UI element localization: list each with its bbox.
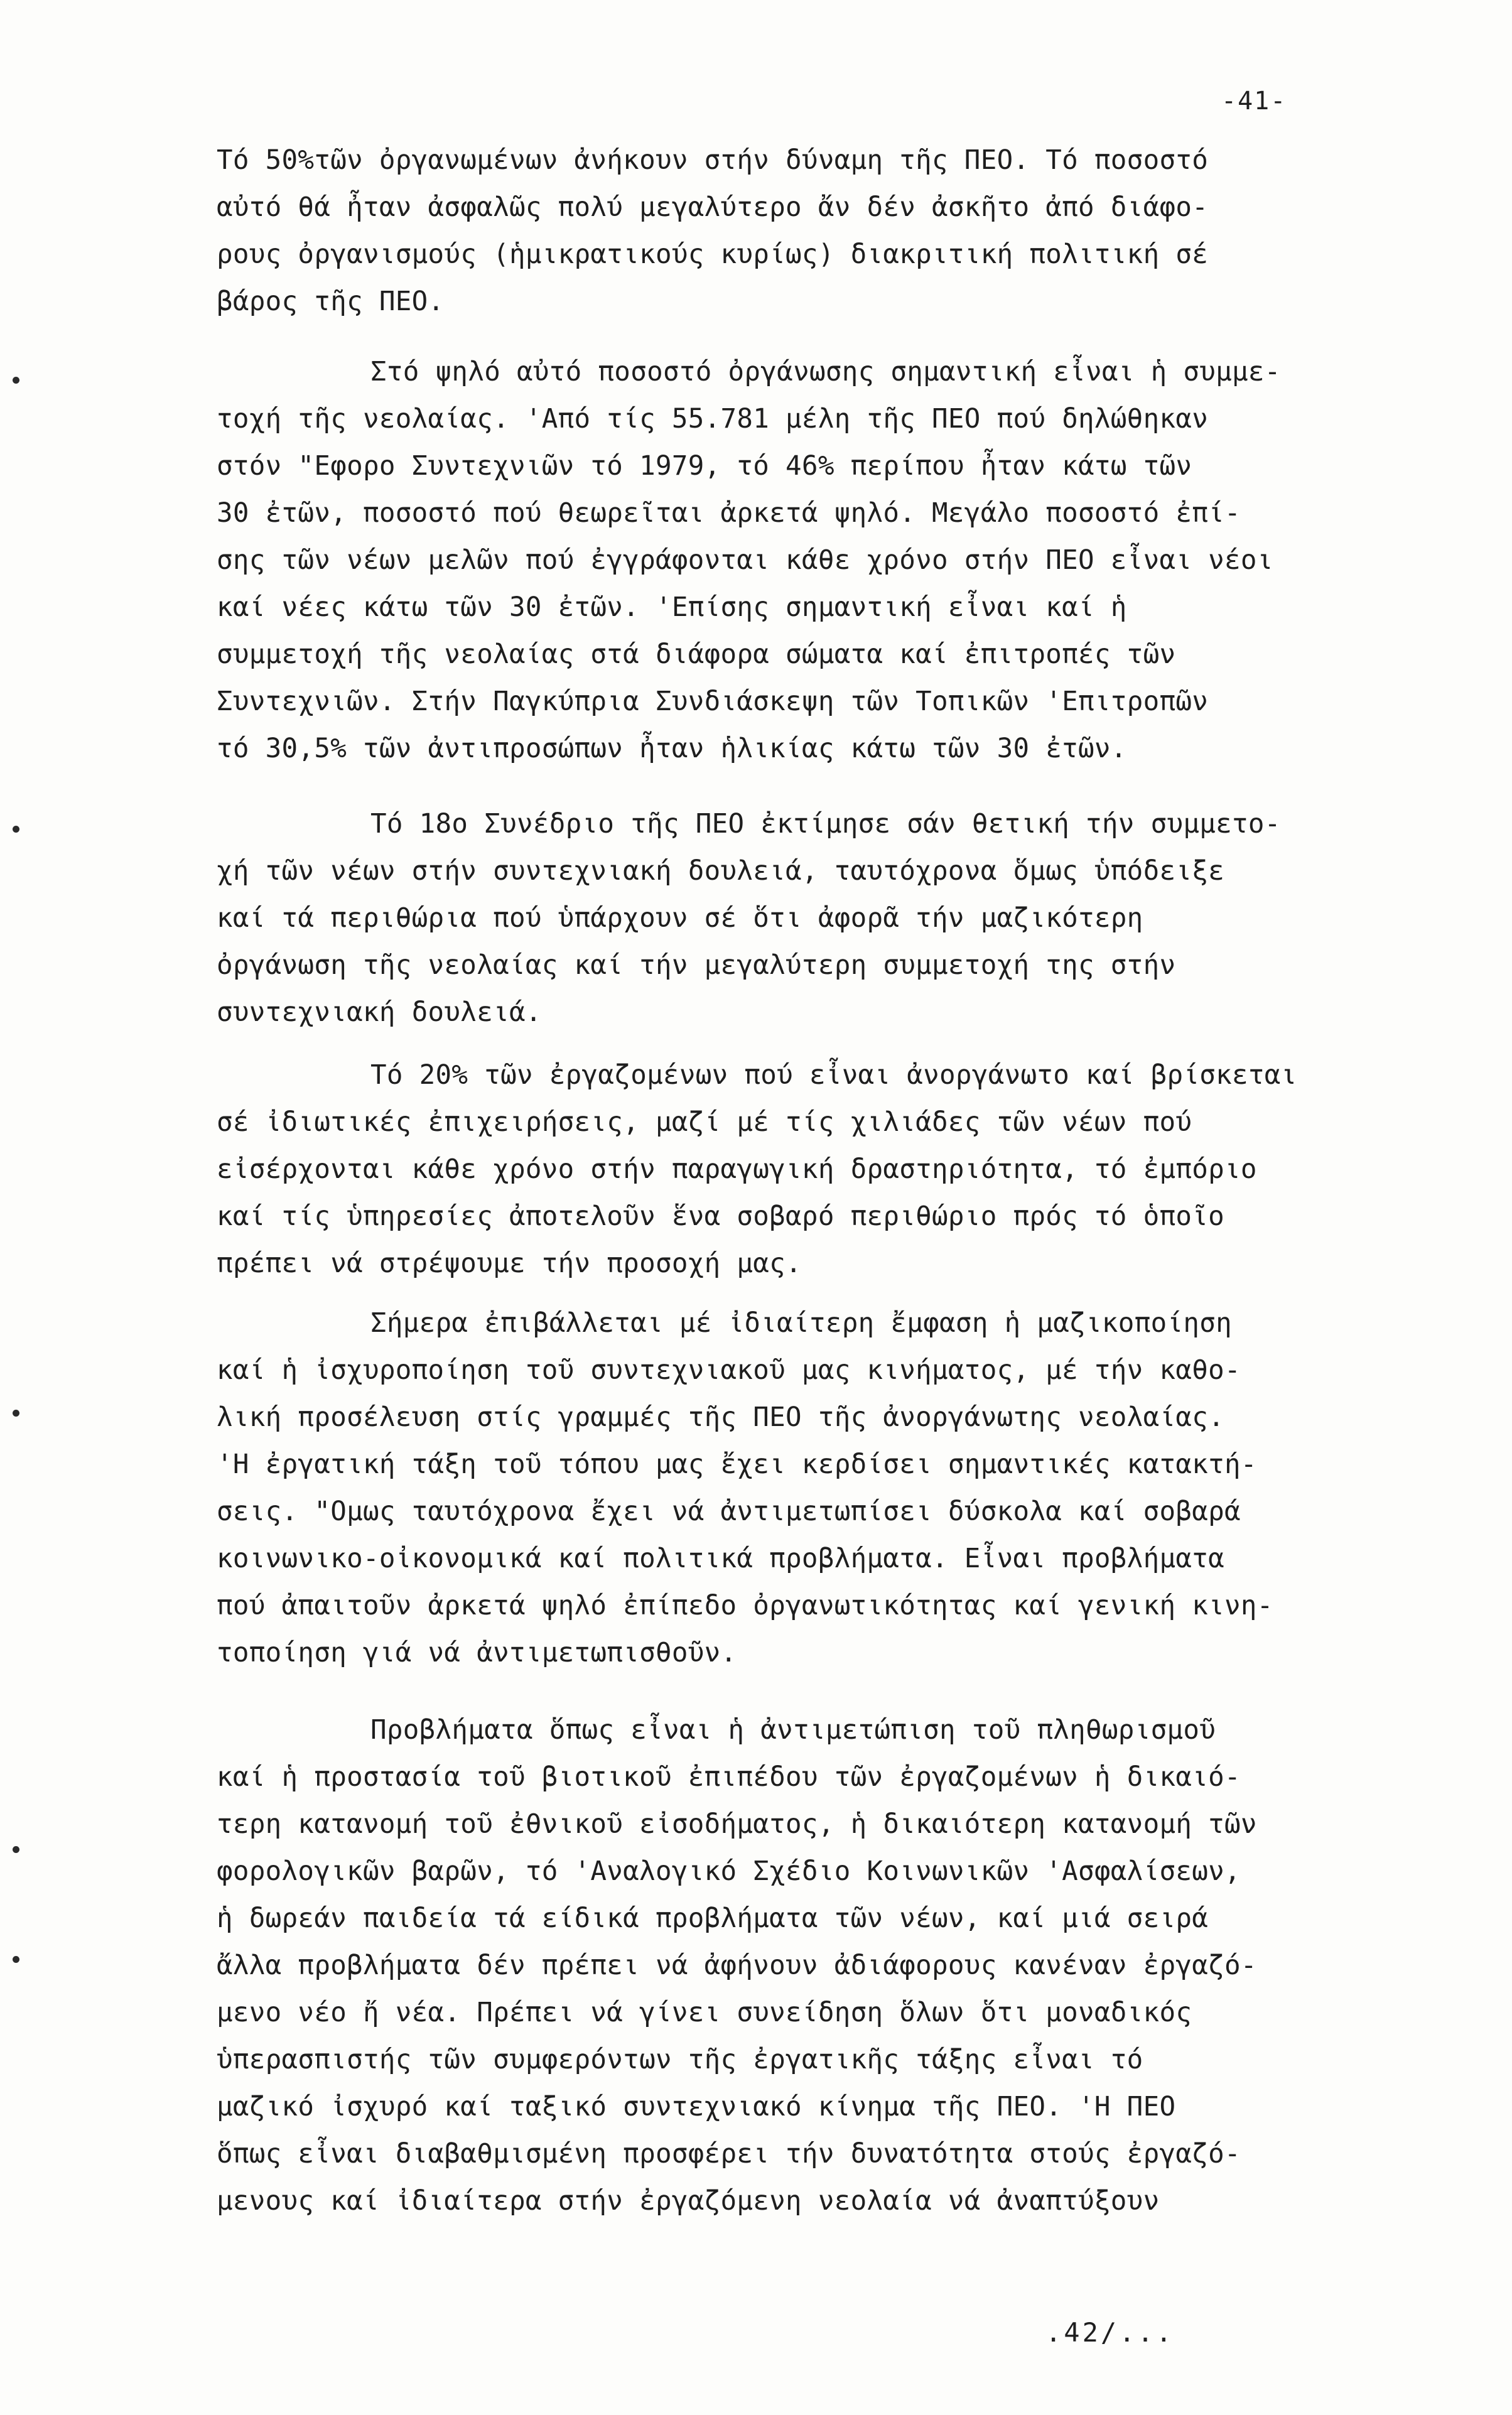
- paragraph-line: συμμετοχή τῆς νεολαίας στά διάφορα σώματα καί ἐπιτροπές τῶν: [217, 639, 1176, 670]
- paragraph-line: Σήμερα ἐπιβάλλεται μέ ἰδιαίτερη ἔμφαση ἡ μαζικοποίηση: [370, 1308, 1233, 1339]
- paragraph-line: τοχή τῆς νεολαίας. 'Από τίς 55.781 μέλη τῆς ΠΕΟ πού δηλώθηκαν: [217, 404, 1209, 435]
- paragraph-line: μενους καί ἰδιαίτερα στήν ἐργαζόμενη νεολαία νά ἀναπτύξουν: [217, 2186, 1160, 2217]
- paragraph-5: [217, 1300, 1435, 1677]
- paragraph-line: ἡ δωρεάν παιδεία τά είδικά προβλήματα τῶν νέων, καί μιά σειρά: [217, 1903, 1209, 1934]
- paragraph-line: λική προσέλευση στίς γραμμές τῆς ΠΕΟ τῆς ἀνοργάνωτης νεολαίας.: [217, 1402, 1225, 1433]
- paragraph-line: βάρος τῆς ΠΕΟ.: [217, 286, 445, 317]
- paragraph-line: σεις. "Ομως ταυτόχρονα ἔχει νά ἀντιμετωπίσει δύσκολα καί σοβαρά: [217, 1496, 1241, 1527]
- continuation-marker: .42/...: [1045, 2317, 1175, 2348]
- paragraph-line: Τό 50%τῶν ὀργανωμένων ἀνήκουν στήν δύναμη τῆς ΠΕΟ. Τό ποσοστό: [217, 145, 1209, 176]
- paragraph-4: [217, 1052, 1435, 1287]
- paragraph-line: καί τίς ὑπηρεσίες ἀποτελοῦν ἕνα σοβαρό περιθώριο πρός τό ὁποῖο: [217, 1201, 1225, 1232]
- paragraph-2: [217, 348, 1435, 772]
- paragraph-line: κοινωνικο-οἰκονομικά καί πολιτικά προβλήματα. Εἶναι προβλήματα: [217, 1543, 1225, 1574]
- paragraph-1: [217, 137, 1435, 325]
- margin-mark: [13, 1410, 19, 1417]
- paragraph-line: μαζικό ἰσχυρό καί ταξικό συντεχνιακό κίνημα τῆς ΠΕΟ. 'Η ΠΕΟ: [217, 2092, 1176, 2122]
- paragraph-line: φορολογικῶν βαρῶν, τό 'Αναλογικό Σχέδιο Κοινωνικῶν 'Ασφαλίσεων,: [217, 1856, 1241, 1887]
- paragraph-line: ρους ὀργανισμούς (ἡμικρατικούς κυρίως) διακριτική πολιτική σέ: [217, 239, 1209, 270]
- paragraph-line: καί τά περιθώρια πού ὑπάρχουν σέ ὅτι ἀφορᾶ τήν μαζικότερη: [217, 903, 1143, 934]
- paragraph-line: τό 30,5% τῶν ἀντιπροσώπων ἦταν ἡλικίας κάτω τῶν 30 ἐτῶν.: [217, 733, 1127, 764]
- paragraph-line: καί νέες κάτω τῶν 30 ἐτῶν. 'Επίσης σημαντική εἶναι καί ἡ: [217, 592, 1127, 623]
- margin-mark: [13, 377, 19, 384]
- margin-mark: [13, 1956, 19, 1963]
- paragraph-line: στόν "Εφορο Συντεχνιῶν τό 1979, τό 46% περίπου ἦταν κάτω τῶν: [217, 451, 1192, 482]
- paragraph-line: καί ἡ προστασία τοῦ βιοτικοῦ ἐπιπέδου τῶν ἐργαζομένων ἡ δικαιό-: [217, 1762, 1241, 1793]
- paragraph-6: [217, 1707, 1435, 2225]
- paragraph-line: εἰσέρχονται κάθε χρόνο στήν παραγωγική δραστηριότητα, τό ἐμπόριο: [217, 1154, 1257, 1185]
- paragraph-line: συντεχνιακή δουλειά.: [217, 997, 542, 1028]
- paragraph-3: [217, 801, 1435, 1036]
- paragraph-line: μενο νέο ἤ νέα. Πρέπει νά γίνει συνείδηση ὅλων ὅτι μοναδικός: [217, 1997, 1192, 2028]
- paragraph-line: 30 ἐτῶν, ποσοστό πού θεωρεῖται ἀρκετά ψηλό. Μεγάλο ποσοστό ἐπί-: [217, 498, 1241, 529]
- paragraph-line: χή τῶν νέων στήν συντεχνιακή δουλειά, ταυτόχρονα ὅμως ὑπόδειξε: [217, 856, 1225, 887]
- paragraph-line: καί ἡ ἰσχυροποίηση τοῦ συντεχνιακοῦ μας κινήματος, μέ τήν καθο-: [217, 1355, 1241, 1386]
- paragraph-line: Προβλήματα ὅπως εἶναι ἡ ἀντιμετώπιση τοῦ πληθωρισμοῦ: [370, 1715, 1216, 1746]
- page-number: -41-: [1221, 87, 1287, 116]
- paragraph-line: ἄλλα προβλήματα δέν πρέπει νά ἀφήνουν ἀδιάφορους κανέναν ἐργαζό-: [217, 1950, 1257, 1981]
- margin-mark: [13, 826, 19, 833]
- paragraph-line: σης τῶν νέων μελῶν πού ἐγγράφονται κάθε χρόνο στήν ΠΕΟ εἶναι νέοι: [217, 545, 1273, 576]
- paragraph-line: Συντεχνιῶν. Στήν Παγκύπρια Συνδιάσκεψη τῶν Τοπικῶν 'Επιτροπῶν: [217, 686, 1209, 717]
- paragraph-line: Τό 20% τῶν ἐργαζομένων πού εἶναι ἀνοργάνωτο καί βρίσκεται: [370, 1060, 1297, 1091]
- paragraph-line: Τό 18ο Συνέδριο τῆς ΠΕΟ ἐκτίμησε σάν θετική τήν συμμετο-: [370, 809, 1281, 840]
- paragraph-line: πρέπει νά στρέψουμε τήν προσοχή μας.: [217, 1248, 802, 1279]
- paragraph-line: ὀργάνωση τῆς νεολαίας καί τήν μεγαλύτερη συμμετοχή της στήν: [217, 950, 1176, 981]
- paragraph-line: Στό ψηλό αὐτό ποσοστό ὀργάνωσης σημαντική εἶναι ἡ συμμε-: [370, 357, 1281, 387]
- margin-mark: [13, 1846, 19, 1853]
- paragraph-line: τοποίηση γιά νά ἀντιμετωπισθοῦν.: [217, 1638, 737, 1668]
- paragraph-line: αὐτό θά ἦταν ἀσφαλῶς πολύ μεγαλύτερο ἄν δέν ἀσκῆτο ἀπό διάφο-: [217, 192, 1209, 223]
- paragraph-line: σέ ἰδιωτικές ἐπιχειρήσεις, μαζί μέ τίς χιλιάδες τῶν νέων πού: [217, 1107, 1192, 1138]
- paragraph-line: 'Η ἐργατική τάξη τοῦ τόπου μας ἔχει κερδίσει σημαντικές κατακτή-: [217, 1449, 1257, 1480]
- paragraph-line: ὅπως εἶναι διαβαθμισμένη προσφέρει τήν δυνατότητα στούς ἐργαζό-: [217, 2139, 1241, 2169]
- paragraph-line: πού ἀπαιτοῦν ἀρκετά ψηλό ἐπίπεδο ὀργανωτικότητας καί γενική κινη-: [217, 1591, 1273, 1621]
- paragraph-line: ὑπερασπιστής τῶν συμφερόντων τῆς ἐργατικῆς τάξης εἶναι τό: [217, 2045, 1143, 2075]
- paragraph-line: τερη κατανομή τοῦ ἐθνικοῦ εἰσοδήματος, ἡ δικαιότερη κατανομή τῶν: [217, 1809, 1257, 1840]
